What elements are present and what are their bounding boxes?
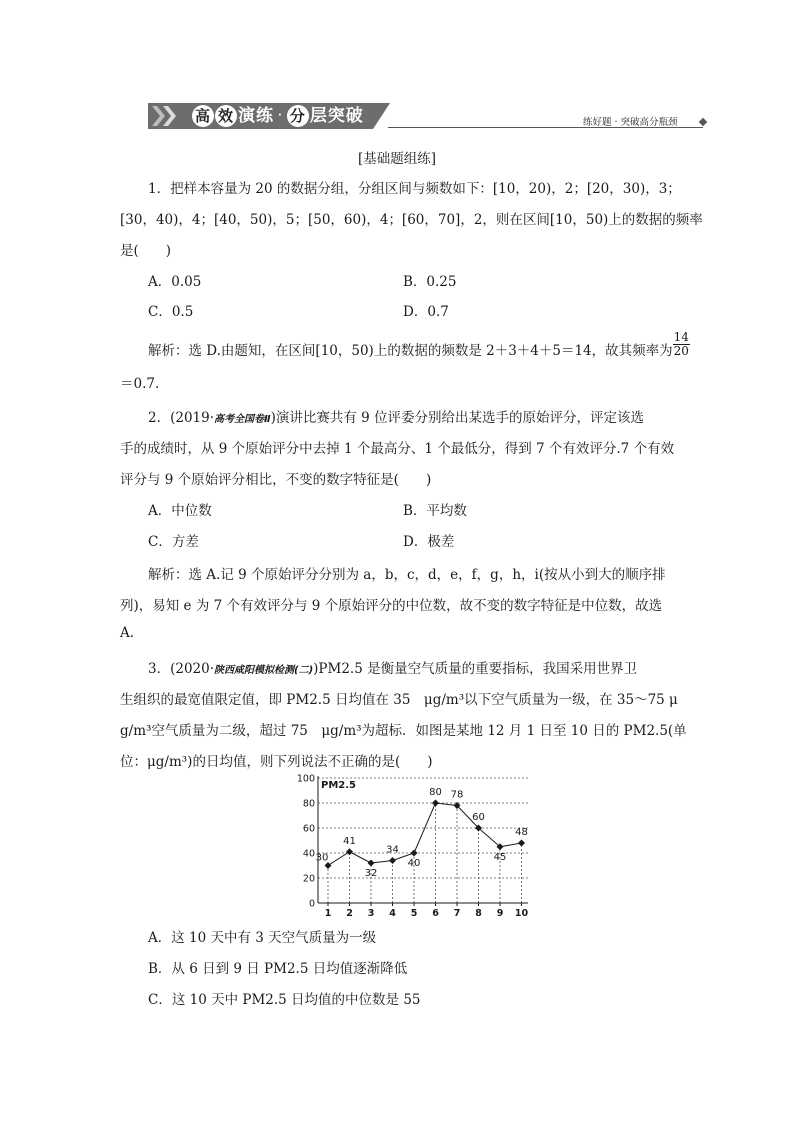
data-label: 40 [407,858,421,869]
q1-fraction [673,331,690,358]
data-label: 80 [429,787,442,798]
x-tick-label: 4 [389,908,396,919]
y-tick-label: 80 [302,798,315,810]
data-point [518,840,525,847]
banner-title [192,104,364,128]
q1-solution-text: 解析：选 D.由题知，在区间[10，50)上的数据的频数是 2＋3＋4＋5＝14，故其频率为 [148,343,673,359]
diamond-icon [699,118,707,126]
q3-option-a: A．这 10 天中有 3 天空气质量为一级 [148,930,377,946]
banner-char-2: 效 [215,105,237,127]
q2-solution-line-1: 解析：选 A.记 9 个原始评分分别为 a，b，c，d，e，f，g，h，i(按从小到大的顺序排 [148,567,666,583]
q3-line-2: 生组织的最宽值限定值，即 PM2.5 日均值在 35 μg/m³以下空气质量为一级，在 35～75 μ [120,692,678,708]
q2-option-c: C．方差 [148,534,199,550]
q2-line-1 [148,406,644,426]
y-tick-label: 100 [296,773,315,785]
data-point [389,857,396,864]
banner-text-1: 演练 [238,106,274,126]
q2-solution-line-2: 列)，易知 e 为 7 个有效评分与 9 个原始评分的中位数，故不变的数字特征是中位数，故选 [120,598,663,614]
x-tick-label: 2 [346,908,353,919]
data-label: 78 [450,789,464,801]
x-tick-label: 10 [514,908,529,919]
data-label: 45 [493,851,507,863]
q3-line-3: g/m³空气质量为二级，超过 75 μg/m³为超标．如图是某地 12 月 1 日至 10 日的 PM2.5(单 [120,723,687,739]
q1-solution-line-2: ＝0.7. [120,376,160,392]
x-tick-label: 9 [496,908,504,919]
pm25-line-chart [296,770,536,920]
data-label: 34 [386,844,399,856]
data-label: 30 [315,852,329,864]
q2-prefix: 2．(2019· [148,410,215,426]
data-point [368,860,375,867]
chart-title: PM2.5 [321,780,356,791]
q2-line-3: 评分与 9 个原始评分相比，不变的数字特征是( ) [120,472,432,488]
q2-option-a: A．中位数 [148,503,212,519]
x-tick-label: 3 [367,908,375,919]
q1-fraction-denominator: 20 [673,344,689,358]
x-tick-label: 5 [410,908,418,919]
q1-option-d: D．0.7 [403,304,449,320]
x-tick-label: 8 [475,908,482,919]
y-tick-label: 60 [302,823,315,835]
x-tick-label: 6 [432,908,439,919]
q1-option-b: B．0.25 [403,274,457,290]
q3-source: 陕西咸阳模拟检测(二) [214,665,314,676]
q2-option-d: D．极差 [403,534,455,550]
x-tick-label: 1 [324,908,332,919]
data-point [346,848,353,855]
q2-line-2: 手的成绩时，从 9 个原始评分中去掉 1 个最高分、1 个最低分，得到 7 个有效评分.7 个有效 [120,441,675,457]
q1-line-1: 1．把样本容量为 20 的数据分组，分组区间与频数如下：[10，20)，2；[20，30)，3； [148,181,681,197]
data-point [432,800,439,807]
data-label: 60 [472,812,485,823]
banner-char-3: 分 [287,105,309,127]
q1-solution-line-1 [148,330,690,359]
y-tick-label: 20 [302,873,315,885]
q1-option-c: C．0.5 [148,304,194,320]
q2-option-b: B．平均数 [403,503,467,519]
q3-line-4: 位：μg/m³)的日均值，则下列说法不正确的是( ) [120,754,433,770]
q2-line-1-rest: )演讲比赛共有 9 位评委分别给出某选手的原始评分，评定该选 [270,410,645,426]
q3-option-b: B．从 6 日到 9 日 PM2.5 日均值逐渐降低 [148,961,408,977]
series-line-pm25 [328,803,522,866]
q1-line-3: 是( ) [120,243,172,259]
data-point [411,850,418,857]
chevron-right-icon [150,103,186,129]
q2-source: 高考全国卷Ⅱ [214,414,271,425]
y-tick-label: 0 [308,898,315,910]
q3-line-1 [148,657,637,677]
q3-prefix: 3．(2020· [148,661,215,677]
q1-line-2: [30，40)，4；[40，50)，5；[50，60)，4；[60，70]，2，则在区间[10，50)上的数据的频率 [120,212,703,228]
banner-text-2: 层突破 [309,106,364,126]
section-title: [基础题组练] [357,151,437,167]
data-label: 41 [343,835,356,847]
data-label: 48 [515,827,528,838]
q3-line-1-rest: )PM2.5 是衡量空气质量的重要指标，我国采用世界卫 [313,661,638,677]
q1-option-a: A．0.05 [148,274,202,290]
banner-dot: · [278,110,283,121]
q3-option-c: C．这 10 天中 PM2.5 日均值的中位数是 55 [148,992,421,1008]
header-tagline: 练好题 · 突破高分瓶颈 [583,117,678,128]
banner-char-1: 高 [192,105,214,127]
data-label: 32 [364,868,378,879]
y-tick-label: 40 [302,848,315,860]
q2-solution-line-3: A. [120,625,135,641]
x-tick-label: 7 [453,908,461,919]
q1-fraction-numerator: 14 [673,330,689,344]
